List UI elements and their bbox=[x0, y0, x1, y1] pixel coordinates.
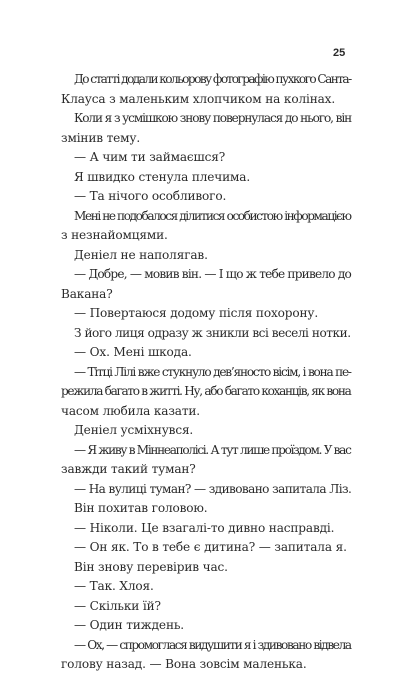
text-line: — Повертаюся додому після похорону. bbox=[74, 306, 319, 320]
text-line: Мені не подобалося ділитися особистою інформацією bbox=[74, 208, 351, 223]
text-line: — Скільки їй? bbox=[74, 598, 161, 613]
text-line: — На вулиці туман? — здивовано запитала Ліз. bbox=[74, 481, 352, 496]
text-line: З його лиця одразу ж зникли всі веселі нотки. bbox=[74, 325, 351, 340]
text-line: Я швидко стенула плечима. bbox=[74, 169, 251, 184]
text-line: — А чим ти займаєшся? bbox=[74, 150, 226, 164]
text-line: — Та нічого особливого. bbox=[74, 189, 227, 203]
text-line: Вакана? bbox=[61, 286, 113, 301]
text-line: Він знову перевірив час. bbox=[74, 559, 228, 574]
text-line: — Я живу в Міннеаполісі. А тут лише проїздом. У вас bbox=[74, 442, 351, 457]
text-line: — Один тиждень. bbox=[74, 618, 184, 632]
text-line: голову назад. — Вона зовсім маленька. bbox=[61, 657, 307, 671]
text-line: Клауса з маленьким хлопчиком на колінах. bbox=[61, 91, 336, 106]
text-line: — Тітці Лілі вже стукнуло дев’яносто вісім, і вона пе- bbox=[74, 364, 351, 379]
text-line: — Ніколи. Це взагалі-то дивно насправді. bbox=[74, 520, 335, 535]
text-line: з незнайомцями. bbox=[61, 228, 168, 242]
text-line: змінив тему. bbox=[61, 130, 141, 145]
text-line: завжди такий туман? bbox=[61, 462, 196, 476]
text-line: Він похитав головою. bbox=[74, 501, 208, 515]
text-line: — Он як. То в тебе є дитина? — запитала я. bbox=[74, 540, 347, 554]
text-line: — Так. Хлоя. bbox=[74, 579, 154, 593]
text-line: — Ох. Мені шкода. bbox=[74, 345, 192, 359]
text-line: Коли я з усмішкою знову повернулася до нього, він bbox=[74, 111, 352, 125]
text-line: Деніел не наполягав. bbox=[74, 247, 208, 262]
text-line: — Добре, — мовив він. — І що ж тебе привело до bbox=[74, 267, 351, 281]
body-text bbox=[61, 70, 351, 675]
text-line: — Ох, — спромоглася видушити я і здивовано відвела bbox=[74, 637, 351, 652]
text-line: Деніел усміхнувся. bbox=[74, 423, 194, 437]
page-number: 25 bbox=[333, 47, 346, 59]
text-line: часом любила казати. bbox=[61, 403, 200, 418]
text-line: До статті додали кольорову фотографію пухкого Санта- bbox=[74, 72, 351, 86]
text-line: режила багато в житті. Ну, або багато коханців, як вона bbox=[61, 384, 351, 398]
